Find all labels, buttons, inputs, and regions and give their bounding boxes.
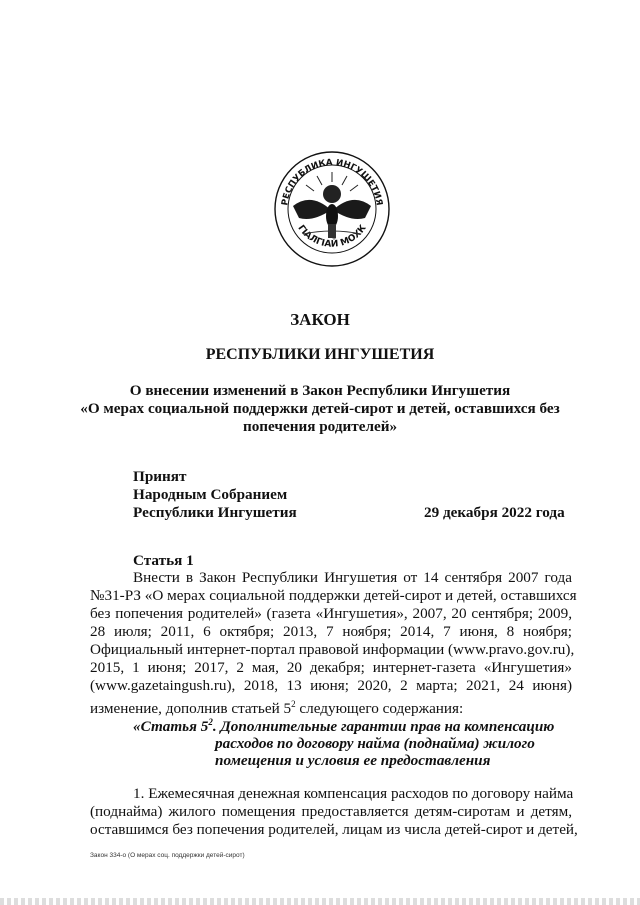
page-footer: Закон 334-о (О мерах соц. поддержки детей-сирот) (90, 852, 245, 859)
article-1-text (90, 569, 577, 718)
adoption-date: 29 декабря 2022 года (424, 504, 565, 521)
emblem-left-wing (293, 200, 331, 219)
adoption-line: Принят (133, 468, 187, 485)
heading-line: помещения и условия ее предоставления (215, 752, 491, 770)
text-line: 28 июля; 2011, 6 октября; 2013, 7 ноября; 2014, 7 июня, 8 ноября; (90, 623, 572, 640)
emblem-sun (323, 185, 341, 203)
text-line: без попечения родителей» (газета «Ингушетия», 2007, 20 сентября; 2009, (90, 605, 572, 622)
text-fragment: следующего содержания: (295, 700, 464, 718)
heading-prefix: «Статья 5 (133, 718, 209, 736)
text-line: 2015, 1 июня; 2017, 2 мая, 20 декабря; интернет-газета «Ингушетия» (90, 659, 572, 676)
adoption-line: Республики Ингушетия (133, 504, 297, 521)
superscript: 2 (208, 717, 213, 727)
heading-line: расходов по договору найма (поднайма) жилого (215, 735, 535, 753)
scan-edge-artifact (0, 898, 640, 905)
law-title: ЗАКОН (290, 310, 350, 329)
subject-line: О внесении изменений в Закон Республики Ингушетия (129, 382, 511, 399)
text-line: оставшимся без попечения родителей, лицам из числа детей-сирот и детей, (90, 821, 578, 838)
text-line: 1. Ежемесячная денежная компенсация расходов по договору найма (133, 785, 574, 802)
republic-emblem (273, 150, 391, 268)
law-subject (0, 382, 640, 436)
adoption-block (133, 468, 297, 522)
adoption-line: Народным Собранием (133, 486, 288, 503)
heading-text: . Дополнительные гарантии прав на компенсацию (212, 718, 555, 736)
subject-line: попечения родителей» (242, 418, 398, 435)
text-line: (поднайма) жилого помещения предоставляется детям-сиротам и детям, (90, 803, 572, 820)
text-line: Внести в Закон Республики Ингушетия от 14 сентября 2007 года (133, 569, 572, 586)
text-fragment: изменение, дополнив статьей 5 (90, 700, 292, 718)
paragraph-1 (90, 785, 578, 839)
emblem-right-wing (333, 200, 371, 219)
text-line: Официальный интернет-портал правовой информации (www.pravo.gov.ru), (90, 641, 575, 658)
article-5-2-heading (133, 714, 554, 769)
article-1-heading: Статья 1 (133, 552, 194, 569)
text-line: №31-РЗ «О мерах социальной поддержки детей-сирот и детей, оставшихся (90, 587, 577, 604)
heading-line (133, 714, 554, 735)
emblem-top-text: РЕСПУБЛИКА ИНГУШЕТИЯ (280, 157, 384, 207)
text-line: (www.gazetaingush.ru), 2018, 13 июня; 2020, 2 марта; 2021, 24 июня) (90, 677, 572, 694)
subject-line: «О мерах социальной поддержки детей-сирот и детей, оставшихся без (80, 400, 560, 417)
republic-title: РЕСПУБЛИКИ ИНГУШЕТИЯ (205, 346, 435, 363)
emblem-bottom-text: ГӀАЛГӀАЙ МОХК (295, 223, 369, 250)
superscript: 2 (291, 699, 296, 709)
